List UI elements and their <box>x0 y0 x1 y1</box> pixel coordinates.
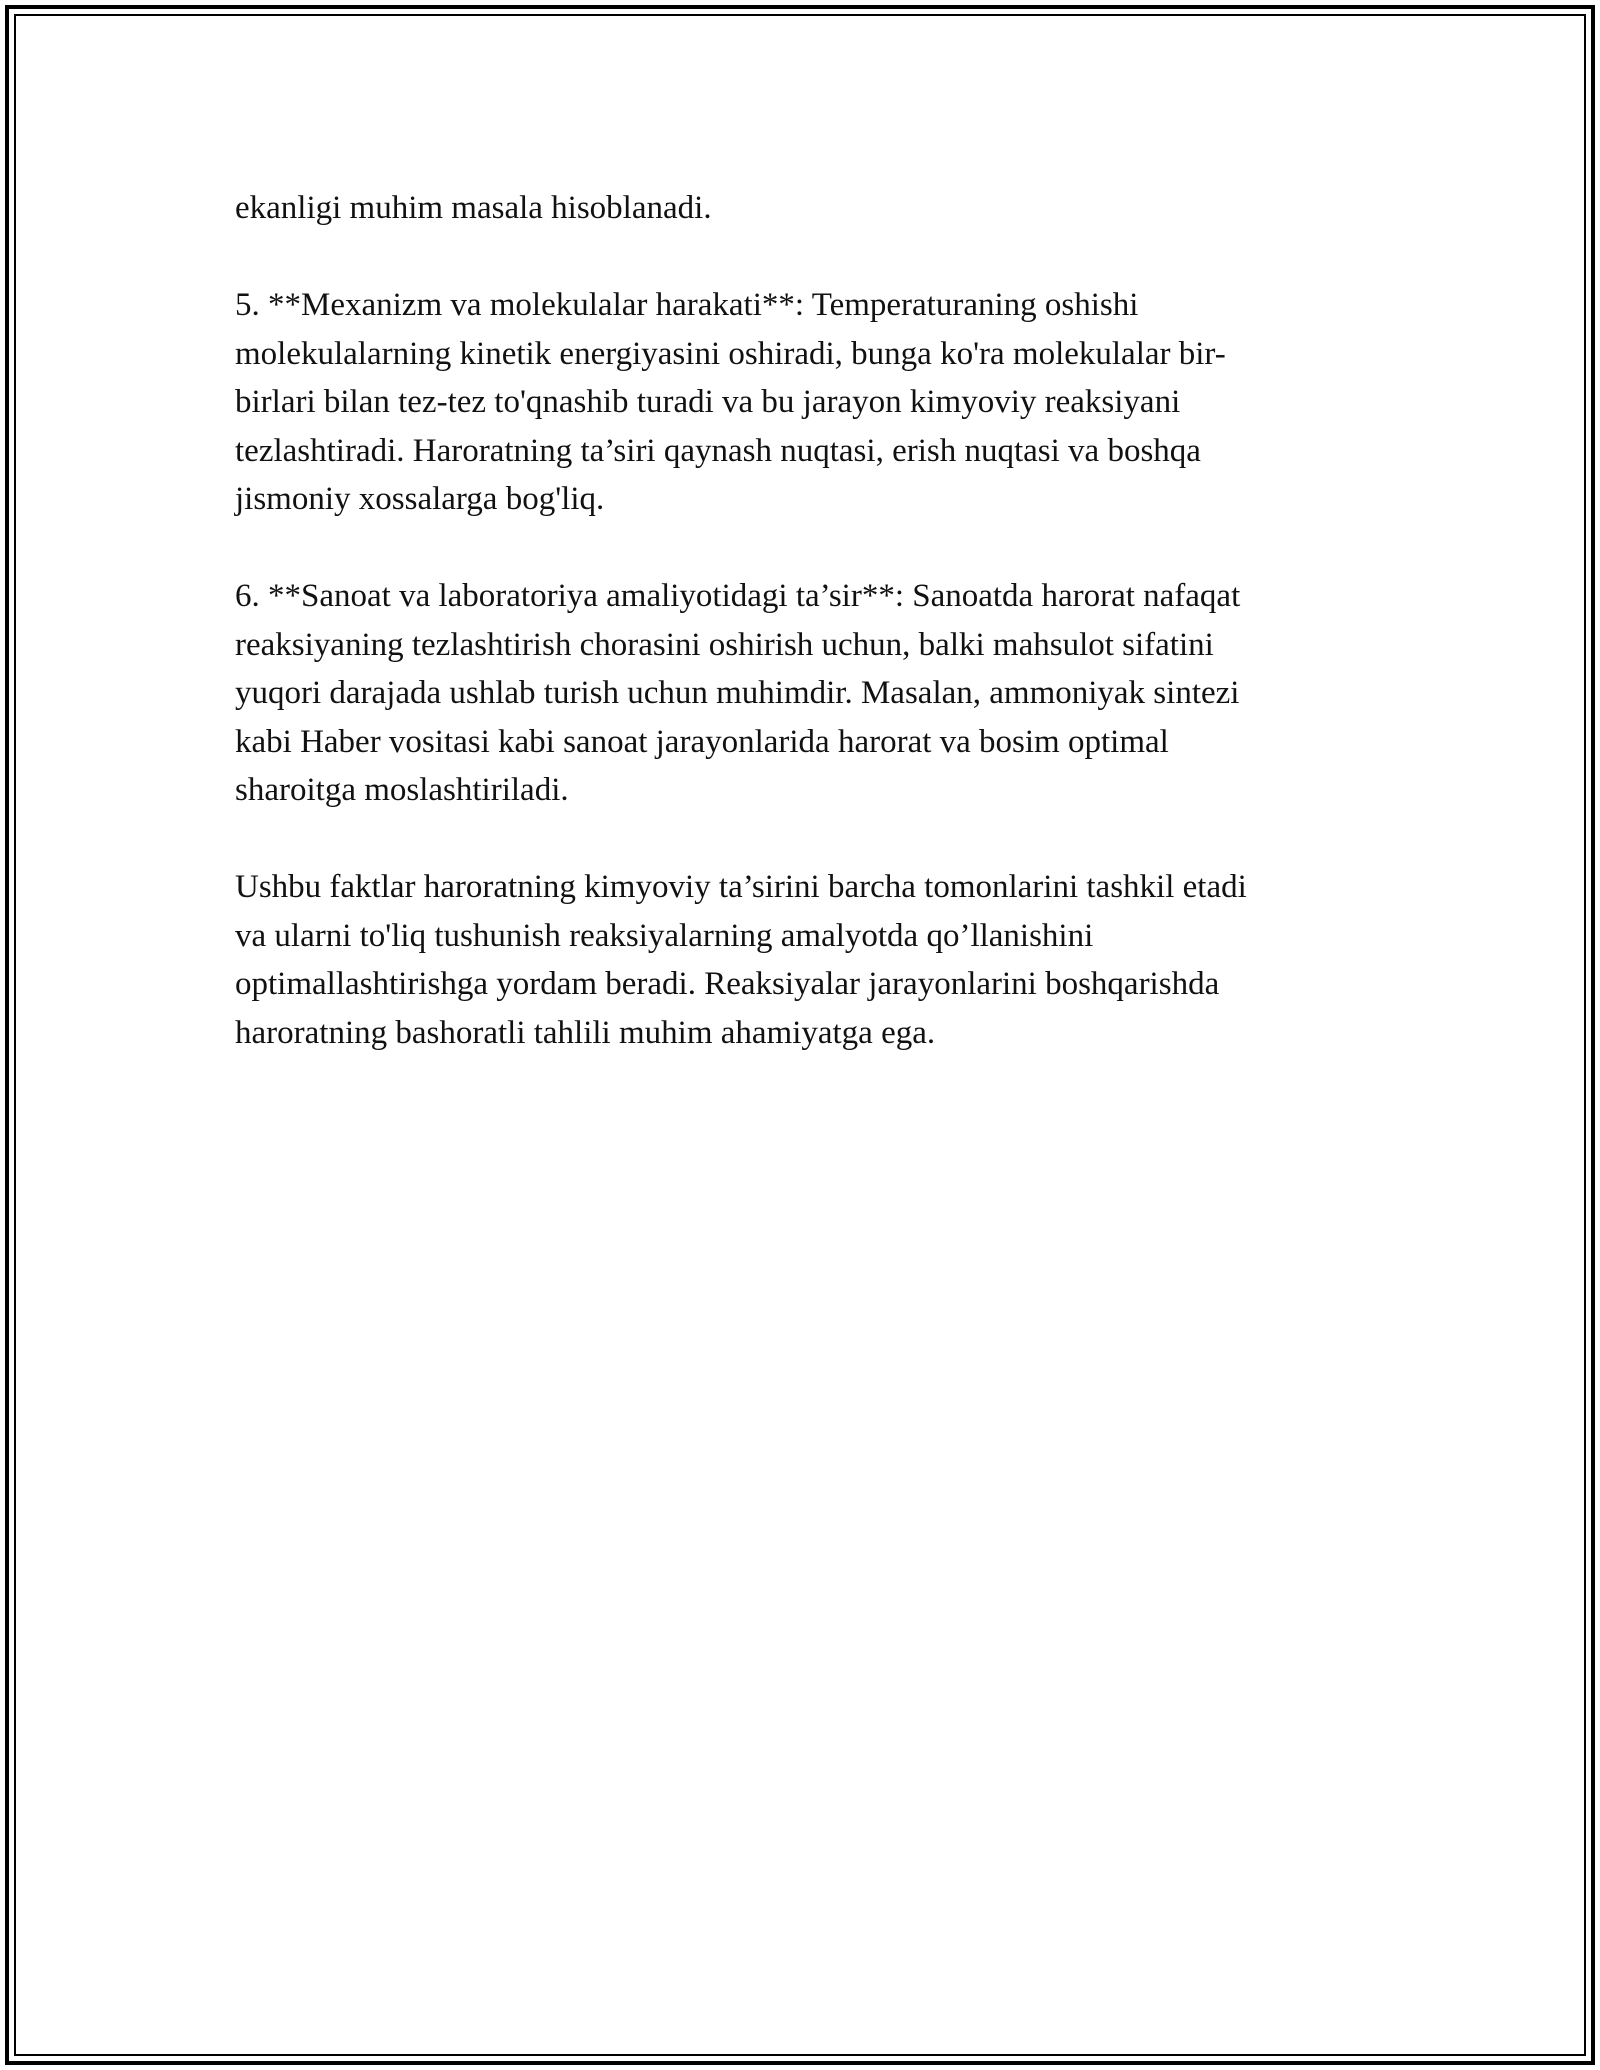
paragraph-industry: 6. **Sanoat va laboratoriya amaliyotidagi ta’sir**: Sanoatda harorat nafaqat reaksiyaning tezlashtirish chorasini oshirish uchun, balki mahsulot sifatini yuqori darajada ushlab turish uchun muhimdir. Masalan, ammoniyak sintezi kabi Haber vositasi kabi sanoat jarayonlarida harorat va bosim optimal sharoitga moslashtiriladi. <box>235 578 1241 808</box>
document-body <box>235 184 1375 1106</box>
paragraph-mechanism: 5. **Mexanizm va molekulalar harakati**: Temperaturaning oshishi molekulalarning kinetik energiyasini oshiradi, bunga ko'ra molekulalar bir- birlari bilan tez-tez to'qnashib turadi va bu jarayon kimyoviy reaksiyani tezlashtiradi. Haroratning ta’siri qaynash nuqtasi, erish nuqtasi va boshqa jismoniy xossalarga bog'liq. <box>235 287 1226 517</box>
paragraph-continuation: ekanligi muhim masala hisoblanadi. <box>235 190 712 226</box>
paragraph-conclusion: Ushbu faktlar haroratning kimyoviy ta’sirini barcha tomonlarini tashkil etadi va ularni to'liq tushunish reaksiyalarning amalyotda qo’llanishini optimallashtirishga yordam beradi. Reaksiyalar jarayonlarini boshqarishda haroratning bashoratli tahlili muhim ahamiyatga ega. <box>235 869 1247 1051</box>
